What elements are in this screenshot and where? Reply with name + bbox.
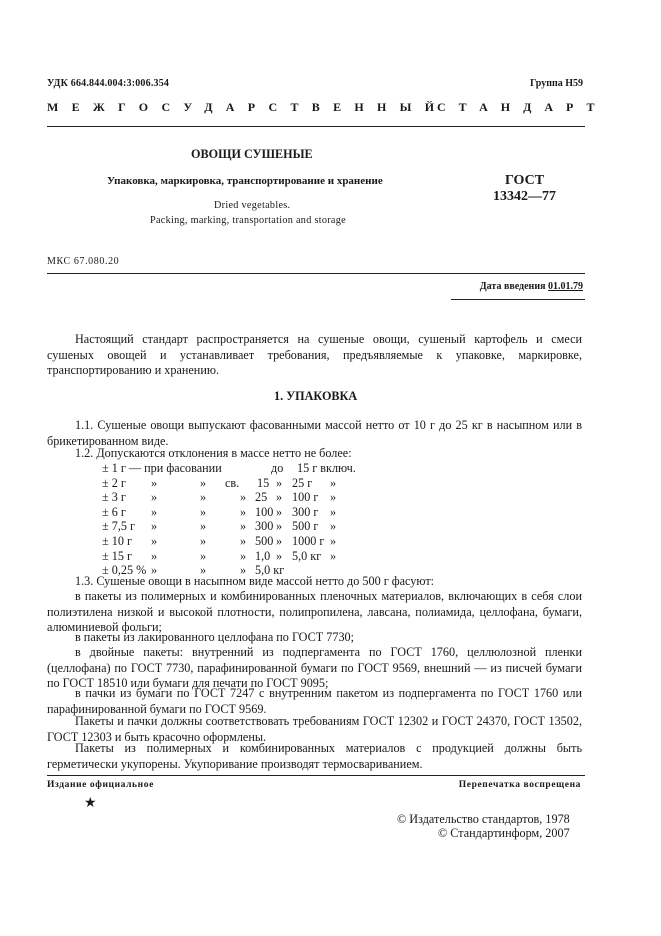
list-item: в пакеты из полимерных и комбинированных пленочных материалов, включающих в себя слои полиэтилена низкой и высокой плотности, полипропилена, лавсана, полиамида, целлофана, бумаги, алюминиевой фольги; — [47, 589, 582, 635]
banner-standard: СТАНДАРТ — [437, 100, 608, 114]
standard-title: ОВОЩИ СУШЕНЫЕ — [191, 147, 313, 161]
tolerance-cell: ± 15 г — [102, 548, 132, 563]
tolerance-cell: » — [200, 548, 207, 563]
tolerance-cell: » — [200, 563, 207, 578]
tolerance-cell: ± 6 г — [102, 504, 126, 519]
tolerance-cell: » — [200, 504, 207, 519]
reprint-prohibited: Перепечатка воспрещена — [458, 780, 581, 790]
intro-paragraph: Настоящий стандарт распространяется на сушеные овощи, сушеный картофель и смеси сушеных овощей и устанавливает требования, предъявляемые к упаковке, маркировке, транспортированию и хранению. — [47, 332, 582, 378]
tolerance-cell: » — [200, 475, 207, 490]
intro-date — [480, 281, 583, 292]
gost-label: ГОСТ — [505, 173, 545, 188]
english-title-line1: Dried vegetables. — [214, 200, 291, 211]
tolerance-cell: ± 10 г — [102, 534, 132, 548]
tolerance-cell: » — [200, 534, 207, 548]
paragraph-1-2: 1.2. Допускаются отклонения в массе нетто не более: — [75, 446, 352, 460]
tolerance-cell: » — [151, 548, 158, 563]
tolerance-cell: 5,0 кг — [255, 563, 285, 578]
tolerance-cell: » — [151, 490, 158, 505]
intro-date-label: Дата введения — [479, 281, 546, 292]
tolerance-cell: » — [330, 534, 337, 548]
tolerance-cell: 15 — [257, 475, 270, 490]
list-item: в двойные пакеты: внутренний из подпергамента по ГОСТ 1760, целлюлозной пленки (целлофана) по ГОСТ 7730, парафинированной бумаги по ГОСТ 9569, внешний — из писчей бумаги по ГОСТ 18510 или бумаги для печати по ГОСТ 9095; — [47, 645, 582, 691]
star-icon: ★ — [84, 796, 97, 811]
intro-date-value: 01.01.79 — [548, 281, 583, 292]
tolerance-cell: 5,0 кг — [292, 548, 322, 563]
tolerance-cell: 100 — [255, 504, 274, 519]
tolerance-cell: ± 0,25 % — [102, 563, 147, 578]
mks-code: МКС 67.080.20 — [47, 256, 120, 267]
paragraph-packs: Пакеты и пачки должны соответствовать требованиям ГОСТ 12302 и ГОСТ 24370, ГОСТ 13502, ГОСТ 12303 и быть красочно оформлены. — [47, 714, 582, 744]
tolerance-cell: » — [276, 504, 283, 519]
tolerance-cell: » — [276, 490, 283, 505]
copyright-standartinform: © Стандартинформ, 2007 — [438, 826, 570, 840]
list-item: в пакеты из лакированного целлофана по ГОСТ 7730; — [75, 630, 355, 644]
tolerance-cell: » — [151, 519, 158, 534]
tolerance-cell: » — [200, 519, 207, 534]
tolerance-cell: » — [330, 475, 337, 490]
tolerance-cell: » — [276, 519, 283, 534]
tolerance-cell: » — [151, 534, 158, 548]
tolerance-cell: » — [240, 563, 247, 578]
tolerance-cell: » — [240, 519, 247, 534]
paragraph-1-3: 1.3. Сушеные овощи в насыпном виде массой нетто до 500 г фасуют: — [75, 574, 435, 588]
tolerance-cell: св. — [225, 475, 240, 490]
header-rule — [47, 126, 585, 127]
tolerance-cell: » — [200, 490, 207, 505]
section-heading: 1. УПАКОВКА — [274, 389, 358, 403]
tolerance-cell: » — [151, 563, 158, 578]
tolerance-cell: ± 3 г — [102, 490, 126, 505]
mks-rule — [47, 273, 585, 274]
copyright-publisher: © Издательство стандартов, 1978 — [397, 812, 570, 826]
paragraph-1-1: 1.1. Сушеные овощи выпускают фасованными массой нетто от 10 г до 25 кг в насыпном или в брикетированном виде. — [47, 418, 582, 448]
tolerance-cell: » — [240, 504, 247, 519]
tolerance-cell: » — [330, 519, 337, 534]
paragraph-sealing: Пакеты из полимерных и комбинированных материалов с продукцией должны быть герметически укупорены. Укупоривание производят термосвариванием. — [47, 741, 582, 771]
tolerance-cell: ± 7,5 г — [102, 519, 136, 534]
tolerance-cell: » — [330, 504, 337, 519]
tolerance-cell: 500 — [255, 534, 274, 548]
tolerance-cell: 100 г — [292, 490, 319, 505]
tolerance-cell: 15 г включ. — [297, 461, 356, 475]
tolerance-cell: ± 1 г — при фасовании — [102, 461, 222, 475]
tolerance-cell: » — [330, 490, 337, 505]
banner-interstate: МЕЖГОСУДАРСТВЕННЫЙ — [47, 100, 448, 114]
footer-rule — [47, 775, 585, 776]
tolerance-cell: 500 г — [292, 519, 319, 534]
tolerance-cell: » — [276, 534, 283, 548]
tolerance-cell: 25 — [255, 490, 268, 505]
tolerance-cell: 300 г — [292, 504, 319, 519]
tolerance-cell: 25 г — [292, 475, 313, 490]
tolerance-cell: » — [276, 475, 283, 490]
tolerance-cell: » — [151, 475, 158, 490]
tolerance-cell: » — [240, 548, 247, 563]
tolerance-cell: 1000 г — [292, 534, 325, 548]
english-title-line2: Packing, marking, transportation and storage — [150, 215, 346, 226]
list-item: в пачки из бумаги по ГОСТ 7247 с внутренним пакетом из подпергамента по ГОСТ 1760 или парафинированной бумаги по ГОСТ 9569. — [47, 686, 582, 716]
tolerance-cell: » — [330, 548, 337, 563]
tolerance-cell: до — [271, 461, 284, 475]
gost-number: 13342—77 — [493, 189, 556, 204]
group-code: Группа Н59 — [530, 78, 583, 89]
tolerance-cell: » — [276, 548, 283, 563]
tolerance-cell: ± 2 г — [102, 475, 126, 490]
edition-official: Издание официальное — [47, 780, 154, 790]
tolerance-cell: 1,0 — [255, 548, 271, 563]
standard-subtitle: Упаковка, маркировка, транспортирование и хранение — [107, 175, 383, 187]
tolerance-cell: » — [240, 490, 247, 505]
tolerance-cell: » — [151, 504, 158, 519]
udk-code: УДК 664.844.004:3:006.354 — [47, 78, 170, 89]
tolerance-cell: » — [240, 534, 247, 548]
intro-date-rule — [451, 299, 585, 300]
tolerance-cell: 300 — [255, 519, 274, 534]
